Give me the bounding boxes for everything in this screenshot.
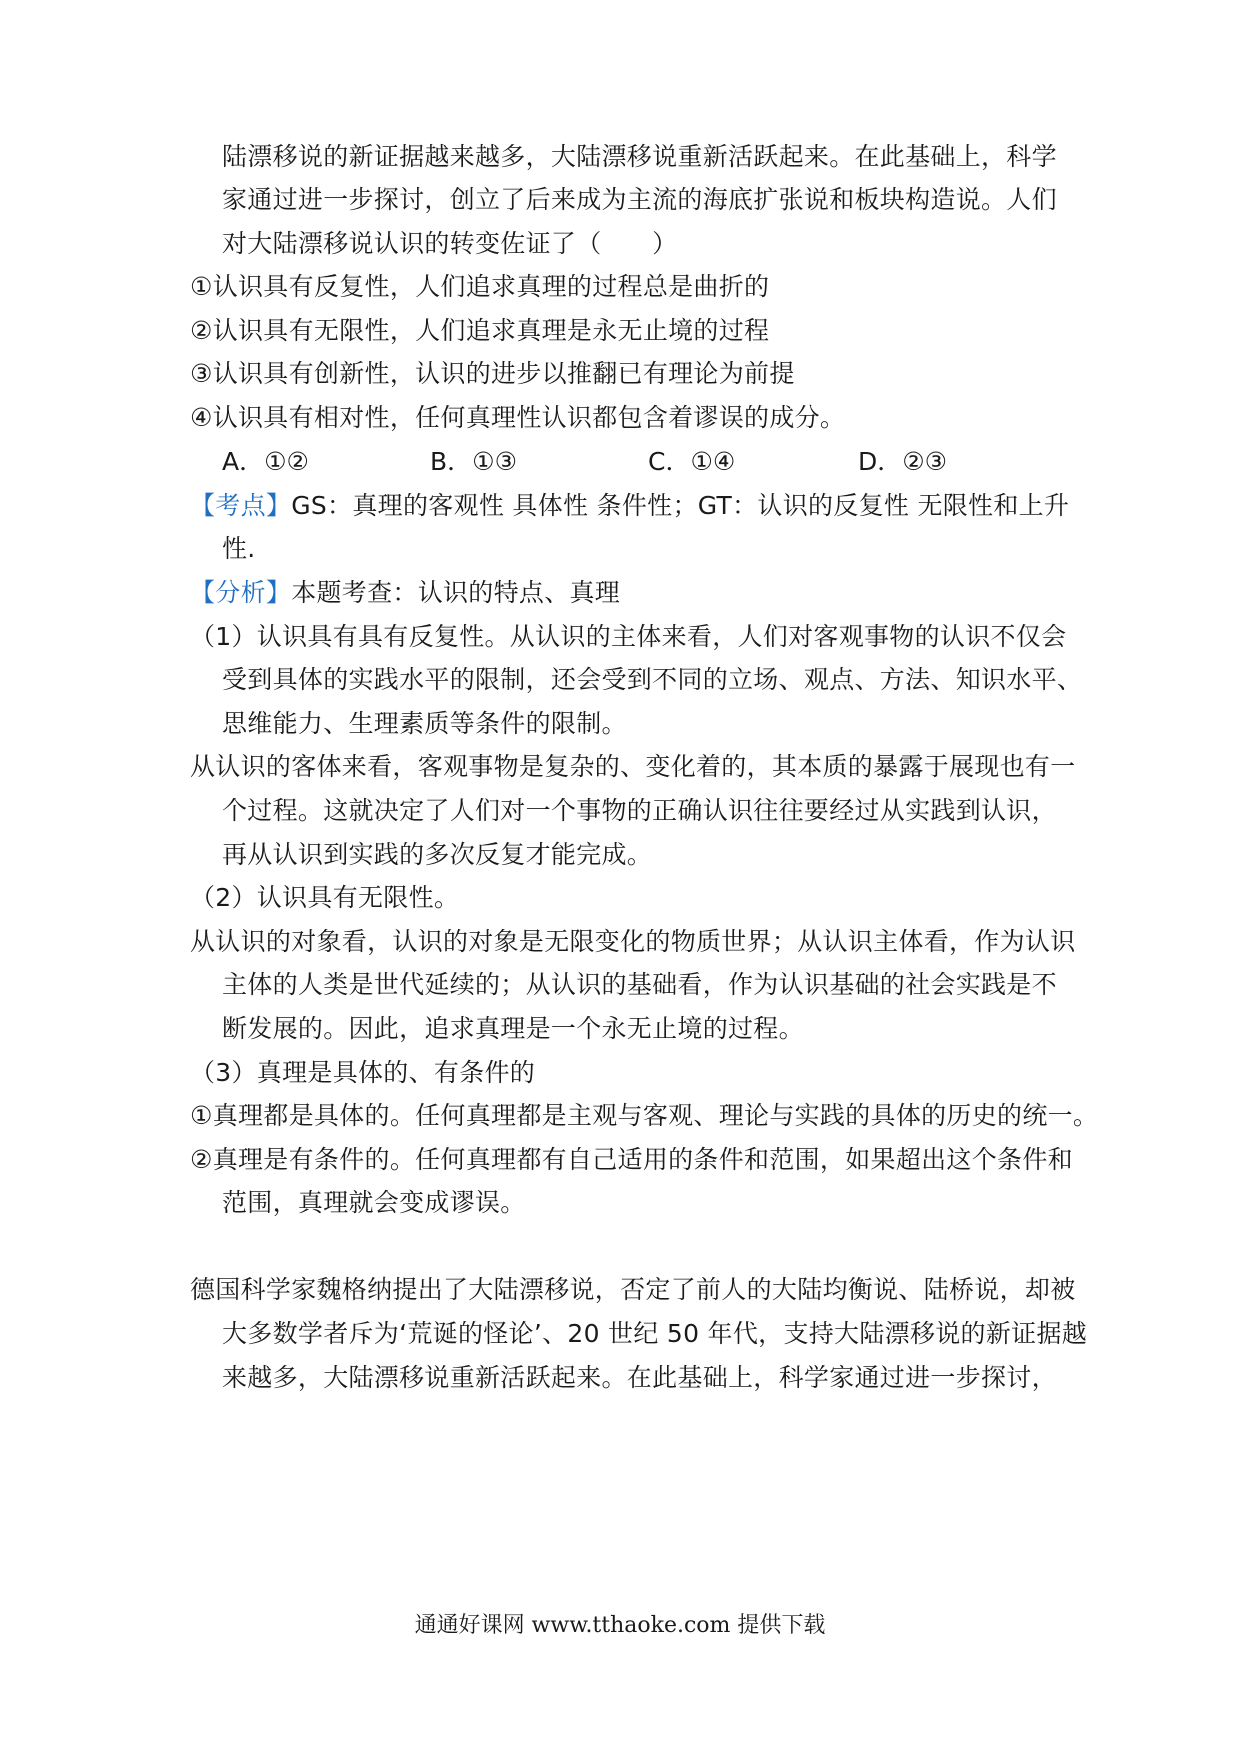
statement-3: ③认识具有创新性，认识的进步以推翻已有理论为前提 [190, 359, 795, 388]
option-d: D．②③ [858, 447, 948, 476]
fenxi-line: 个过程。这就决定了人们对一个事物的正确认识往往要经过从实践到认识， [222, 796, 1057, 825]
option-b: B．①③ [430, 447, 517, 476]
fenxi-line: （1）认识具有具有反复性。从认识的主体来看，人们对客观事物的认识不仅会 [190, 622, 1067, 651]
next-question-line-2: 大多数学者斥为‘荒诞的怪论’、20 世纪 50 年代，支持大陆漂移说的新证据越 [222, 1319, 1088, 1348]
kaodian-text: GS：真理的客观性 具体性 条件性；GT：认识的反复性 无限性和上升 [291, 491, 1070, 520]
option-a: A．①② [222, 447, 309, 476]
fenxi-line: 从认识的对象看，认识的对象是无限变化的物质世界；从认识主体看，作为认识 [190, 927, 1076, 956]
fenxi-line: 受到具体的实践水平的限制，还会受到不同的立场、观点、方法、知识水平、 [222, 665, 1083, 694]
fenxi-line: 思维能力、生理素质等条件的限制。 [222, 709, 627, 738]
fenxi-line: 主体的人类是世代延续的；从认识的基础看，作为认识基础的社会实践是不 [222, 970, 1057, 999]
next-question-line-1: 德国科学家魏格纳提出了大陆漂移说，否定了前人的大陆均衡说、陆桥说，却被 [190, 1275, 1076, 1304]
fenxi-line: 从认识的客体来看，客观事物是复杂的、变化着的，其本质的暴露于展现也有一 [190, 752, 1076, 781]
statement-4: ④认识具有相对性，任何真理性认识都包含着谬误的成分。 [190, 403, 846, 432]
question-stem-line-1: 陆漂移说的新证据越来越多，大陆漂移说重新活跃起来。在此基础上，科学 [222, 142, 1057, 171]
fenxi-line: 断发展的。因此，追求真理是一个永无止境的过程。 [222, 1014, 804, 1043]
fenxi-line: 再从认识到实践的多次反复才能完成。 [222, 840, 653, 869]
question-stem-line-3: 对大陆漂移说认识的转变佐证了（ ） [222, 229, 678, 258]
fenxi-tag: 【分析】 [190, 578, 292, 607]
question-stem-line-2: 家通过进一步探讨，创立了后来成为主流的海底扩张说和板块构造说。人们 [222, 185, 1057, 214]
kaodian-tag: 【考点】 [190, 491, 292, 520]
option-c: C．①④ [648, 447, 736, 476]
fenxi-line: ②真理是有条件的。任何真理都有自己适用的条件和范围，如果超出这个条件和 [190, 1145, 1073, 1174]
fenxi-line: 范围，真理就会变成谬误。 [222, 1188, 526, 1217]
fenxi-line: ①真理都是具体的。任何真理都是主观与客观、理论与实践的具体的历史的统一。 [190, 1101, 1099, 1130]
fenxi-line: （3）真理是具体的、有条件的 [190, 1058, 536, 1087]
fenxi-line-intro [190, 578, 620, 608]
statement-1: ①认识具有反复性，人们追求真理的过程总是曲折的 [190, 272, 770, 301]
next-question-line-3: 来越多，大陆漂移说重新活跃起来。在此基础上，科学家通过进一步探讨， [222, 1363, 1057, 1392]
fenxi-intro: 本题考查：认识的特点、真理 [291, 578, 621, 607]
page-footer: 通通好课网 www.tthaoke.com 提供下载 [414, 1613, 826, 1638]
fenxi-line: （2）认识具有无限性。 [190, 883, 460, 912]
kaodian-line-1 [190, 491, 1069, 521]
statement-2: ②认识具有无限性，人们追求真理是永无止境的过程 [190, 316, 770, 345]
kaodian-line-2: 性. [222, 534, 256, 563]
